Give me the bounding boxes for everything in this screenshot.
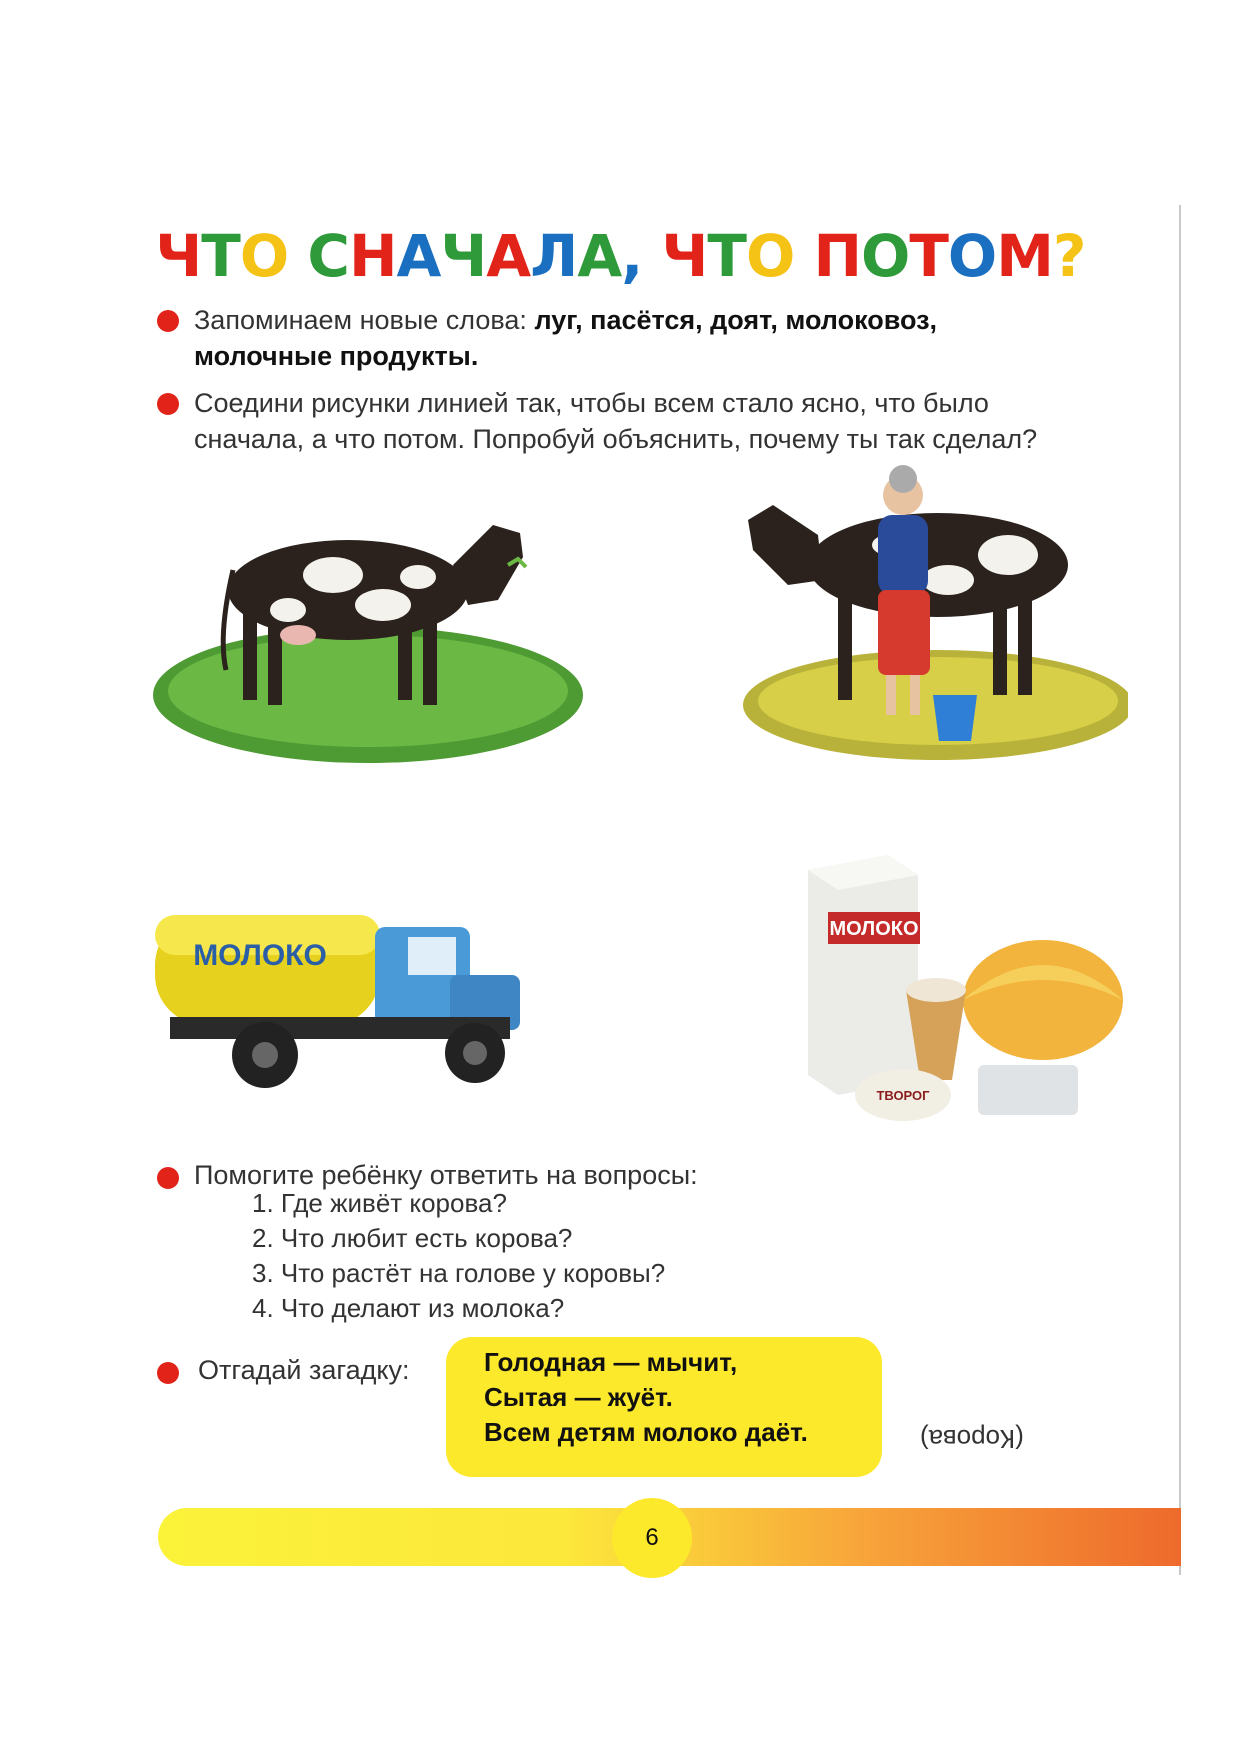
title-letter: А [486, 222, 531, 290]
tvorog-label: ТВОРОГ [876, 1088, 930, 1103]
title-letter: Н [348, 222, 397, 290]
bullet-icon [157, 1167, 179, 1189]
bullet-icon [157, 1362, 179, 1384]
title-letter: Т [201, 222, 240, 290]
riddle-text [484, 1345, 808, 1450]
task1-words-line2: молочные продукты. [194, 341, 479, 371]
title-letter: О [745, 222, 795, 290]
cow-grazing-image[interactable] [148, 495, 588, 775]
title-letter: О [947, 222, 997, 290]
milking-cow-image[interactable] [728, 465, 1128, 765]
title-letter: Ч [661, 222, 708, 290]
question-item: 3. Что растёт на голове у коровы? [252, 1258, 666, 1288]
title-letter [794, 222, 813, 290]
question-item: 2. Что любит есть корова? [252, 1223, 573, 1253]
carton-label: МОЛОКО [829, 918, 919, 940]
task4-lead: Отгадай загадку: [198, 1355, 410, 1385]
task2-line2: сначала, а что потом. Попробуй объяснить, почему ты так сделал? [194, 424, 1038, 454]
task1-lead: Запоминаем новые слова: [194, 305, 535, 335]
task2-text [194, 385, 1037, 457]
title-letter: Т [909, 222, 948, 290]
page-edge [1179, 205, 1181, 1575]
dairy-products-image[interactable] [808, 850, 1128, 1130]
title-letter: Т [707, 222, 746, 290]
title-letter: Ч [440, 222, 487, 290]
riddle-line: Голодная — мычит, [484, 1347, 738, 1377]
bullet-icon [157, 393, 179, 415]
title-letter: Ч [155, 222, 202, 290]
questions-list [252, 1186, 665, 1326]
title-letter: О [861, 222, 910, 290]
bullet-icon [157, 310, 179, 332]
title-letter: , [621, 222, 643, 290]
truck-label: МОЛОКО [193, 939, 327, 972]
riddle-line: Сытая — жуёт. [484, 1382, 673, 1412]
task2-line1: Соедини рисунки линией так, чтобы всем стало ясно, что было [194, 388, 989, 418]
riddle-line: Всем детям молоко даёт. [484, 1417, 808, 1447]
riddle-answer: (Корова) [920, 1424, 1024, 1454]
title-letter: Л [530, 222, 578, 290]
title-letter: С [307, 222, 349, 290]
title-letter: ? [1052, 222, 1086, 290]
page-number: 6 [612, 1498, 692, 1578]
task1-words-line1: луг, пасётся, доят, молоковоз, [534, 305, 938, 335]
title-letter [288, 222, 307, 290]
title-letter: М [996, 222, 1053, 290]
question-item: 4. Что делают из молока? [252, 1293, 565, 1323]
question-item: 1. Где живёт корова? [252, 1188, 507, 1218]
title-letter: А [396, 222, 441, 290]
title-letter: О [239, 222, 289, 290]
milk-truck-image[interactable] [150, 905, 530, 1095]
title-letter: А [577, 222, 622, 290]
page-title [0, 222, 1241, 290]
task3-lead: Помогите ребёнку ответить на вопросы: [194, 1160, 698, 1190]
task1-text [194, 302, 937, 374]
title-letter: П [813, 222, 861, 290]
title-letter [642, 222, 661, 290]
